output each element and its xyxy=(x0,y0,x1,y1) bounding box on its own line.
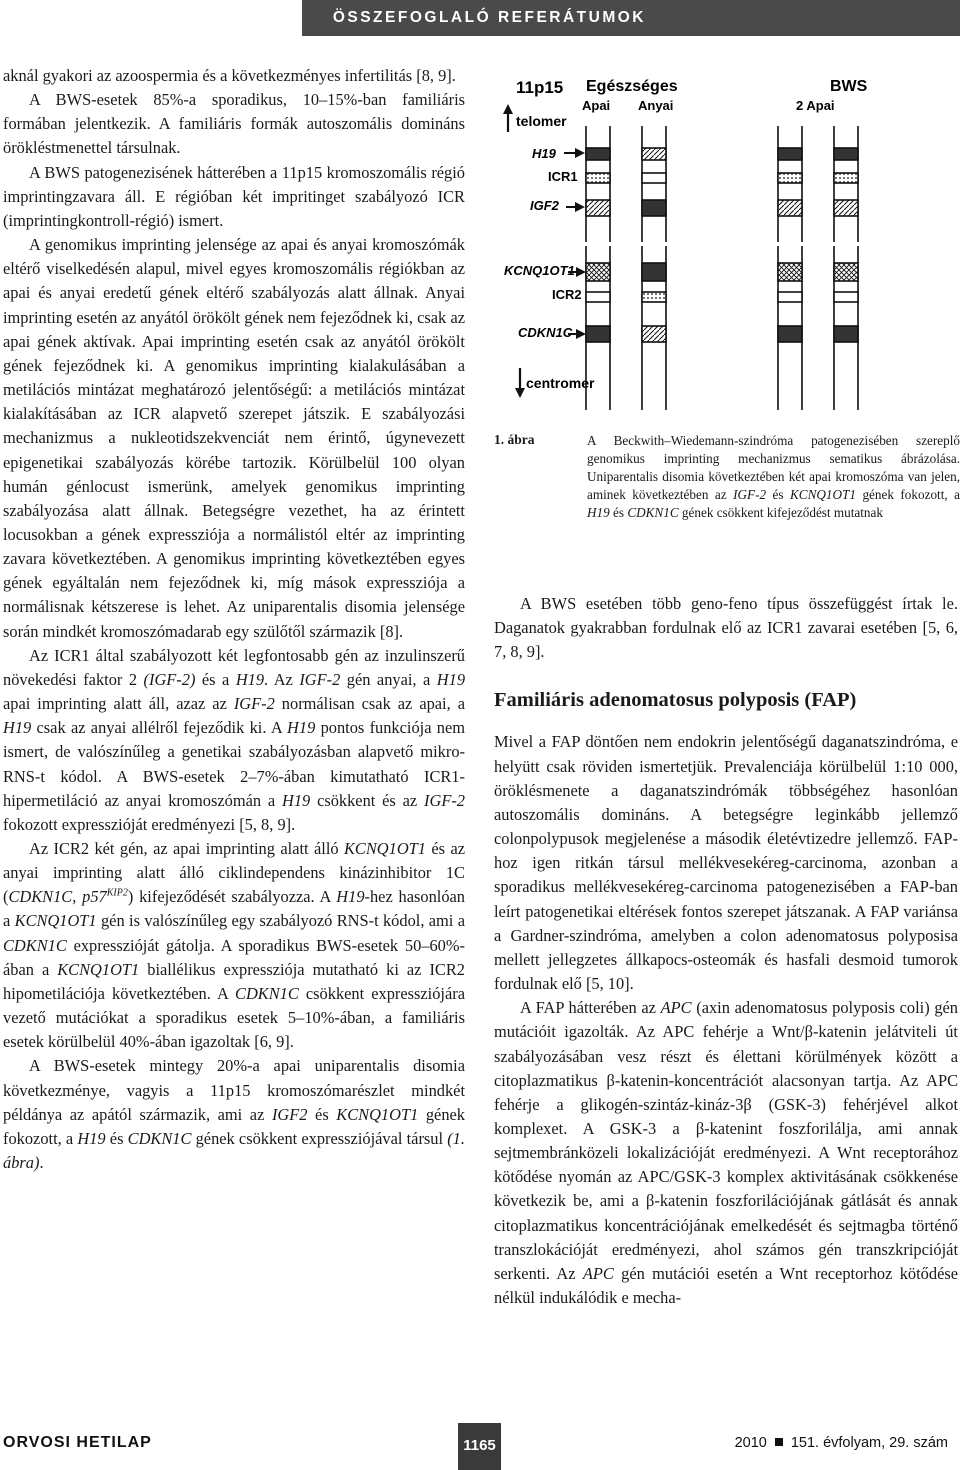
section-heading: Familiáris adenomatosus polyposis (FAP) xyxy=(494,689,857,712)
figure-label: 1. ábra xyxy=(494,432,535,447)
icr1-label: ICR1 xyxy=(548,169,578,184)
healthy-label: Egészséges xyxy=(586,78,678,95)
page-number-box xyxy=(458,1423,501,1470)
telomer-label: telomer xyxy=(516,113,567,129)
paragraph: aknál gyakori az azoospermia és a következményes infertilitás [8, 9]. xyxy=(3,66,456,85)
volume-issue: 151. évfolyam, 29. szám xyxy=(790,1435,948,1451)
igf2-label: IGF2 xyxy=(530,198,559,213)
year: 2010 xyxy=(734,1435,767,1451)
paragraph: A genomikus imprinting jelensége az apai és anyai kromoszómák eltérő viselkedésén alapul, mivel egyes kromoszomális régiókban az apai és anyai eredetű gének eltérő szabályozás alatt állnak. Anyai imprinting esetén az anyától örökölt gének nem fejeződnek ki, csak az apai gének aktívak. Apai imprinting esetén csak az anyától örökölt gének fejeződnek ki. A genomikus imprinting kialakulásában a metilációs mintázat meghatározó jelentőségű: a metilációs mintázat kialakításában az ICR alapvető szerepet játszik. E szabályozási mechanizmus a nukleotidszekvenciát nem érintő, úgynevezett epigenetikai szabályozás körébe tartozik. Körülbelül 100 olyan humán génlocust ismerünk, amelyek genomikus imprinting szabályozása alatt állnak. Betegségre vezethet, ha az érintett locusokban a gének expressziója a normálistól eltér az imprinting zavara következtében. A genomikus imprinting következtében egyes gének egyáltalán nem fejeződnek ki, míg mások expressziója a normálisnak kétszerese is lehet. Az uniparentalis disomia jelensége során mindkét kromoszómadarab egy szülőtől származik [8]. xyxy=(3,235,465,641)
col-2apai-label: 2 Apai xyxy=(796,98,835,113)
paragraph: A BWS esetében több geno-feno típus összefüggést írtak le. Daganatok gyakrabban fordulnak elő az ICR1 zavarai esetében [5, 6, 7, 8, 9]. xyxy=(494,594,958,662)
section-header-band xyxy=(302,0,960,36)
centromer-label: centromer xyxy=(526,375,595,391)
chromosome-bws-paternal-1 xyxy=(778,126,802,410)
paragraph: Az ICR1 által szabályozott két legfontosabb gén az inzulinszerű növekedési faktor 2 (IGF-2) és a H19. Az IGF-2 gén anyai, a H19 apai imprinting alatt áll, azaz az IGF-2 normálisan csak az apai, a H19 csak az anyai allélről fejeződik ki. A H19 pontos funkciója nem ismert, de valószínűleg a genetikai szabályozásban alapvető mikro-RNS-t kódol. A BWS-esetek 2–7%-ában kimutatható ICR1-hipermetiláció az anyai kromoszómán a H19 csökkent és az IGF-2 fokozott expresszióját eredményezi [5, 8, 9]. xyxy=(3,645,466,834)
paragraph: A FAP hátterében az APC (axin adenomatosus polyposis coli) gén mutációit igazolták. Az APC fehérje a Wnt/β-katenin jelátviteli út szabályozásában vesz részt és élettani körülmények között a citoplazmatikus β-katenin-koncentrációt alacsonyan tartja. Az APC fehérje a glikogén-szintáz-kináz-3β (GSK-3) fehérjével alkot komplexet. A GSK-3 a β-katenint foszforilálja, ami annak sejtmembránközeli lokalizációját eredményezi. A Wnt receptorához kötődése nyomán az APC/GSK-3 komplex aktivitásának csökkenése következik be, ami a β-katenin foszforilációjának gátlását és annak citoplazmatikus koncentrációjának emelkedését és sejtmagba történő transzlokációját eredményezi, ahol számos gén transzkripcióját serkenti. Az APC gén mutációi esetén a Wnt receptorhoz kötődése nélkül indukálódik e mecha- xyxy=(494,998,958,1308)
section-title: ÖSSZEFOGLALÓ REFERÁTUMOK xyxy=(332,9,646,26)
chromosome-healthy-maternal xyxy=(642,126,666,410)
paragraph: A BWS-esetek mintegy 20%-a apai uniparentalis disomia következménye, vagyis a 11p15 kromoszómarészlet mindkét példánya az apától származik, ami az IGF2 és KCNQ1OT1 gének fokozott, a H19 és CDKN1C gének csökkent expressziójával társul (1. ábra). xyxy=(3,1056,465,1173)
paragraph: Mivel a FAP döntően nem endokrin jelentőségű daganatszindróma, e helyütt csak röviden ismertetjük. Prevalenciája körülbelül 1:10 000, öröklésmenete a daganatszindrómák többségéhez hasonlóan autoszomális domináns. A betegségre leginkább jellemző colonpolypusok megjelenése a második életévtizedre jellemző. FAP-hoz igen ritkán társul mellékvesekéreg-carcinoma, azonban a sporadikus mellékvesekéreg-carcinoma patogenezisében a FAP-ban leírt patogenetikai eltérések fontos szerepet játszanak. A FAP variánsa a Gardner-szindróma, amelyben a colon adenomatosus polyposisa mellett jellegzetes állkapocs-osteomák és hasfali desmoid tumorok fordulnak elő [5, 10]. xyxy=(494,732,958,994)
bws-label: BWS xyxy=(830,78,868,95)
right-column xyxy=(494,592,958,1310)
issue-info xyxy=(735,1435,948,1451)
paragraph: A BWS-esetek 85%-a sporadikus, 10–15%-ban familiáris formában jelentkezik. A familiáris formák autoszomális domináns örökléstmenettel társulnak. xyxy=(3,90,465,158)
cdkn1c-label: CDKN1C xyxy=(518,325,573,340)
journal-name: ORVOSI HETILAP xyxy=(3,1434,152,1451)
col-anyai-label: Anyai xyxy=(638,98,674,113)
kcnq1ot1-label: KCNQ1OT1 xyxy=(504,263,575,278)
chromosome-bws-paternal-2 xyxy=(834,126,858,410)
figure-1 xyxy=(494,60,960,430)
chromosome-healthy-paternal xyxy=(586,126,610,410)
region-label: 11p15 xyxy=(516,78,564,97)
icr2-label: ICR2 xyxy=(552,287,582,302)
paragraph: A BWS patogenezisének hátterében a 11p15 kromoszomális régió imprintingzavara áll. E régióban két impritinget szabályozó ICR (imprintingkontroll-régió) ismert. xyxy=(3,162,465,230)
paragraph: Az ICR2 két gén, az apai imprinting alatt álló KCNQ1OT1 és az anyai imprinting alatt álló ciklindependens kinázinhibitor 1C (CDKN1C, $p57^{KIP2}$) kifejeződését szabályozza. A H19-hez hasonlóan a KCNQ1OT1 gén is valószínűleg egy szabályozó RNS-t kódol, ami a CDKN1C expresszióját gátolja. A sporadikus BWS-esetek 50–60%-ában a KCNQ1OT1 biallélikus expressziója mutatható ki az ICR2 hipometilációja következtében. A CDKN1C csökkent expressziójára vezető mutációkat a sporadikus esetek 5–10%-ában, a familiáris esetek körülbelül 40%-ában igazoltak [6, 9]. xyxy=(3,839,466,1052)
page-footer xyxy=(0,1423,960,1470)
h19-label: H19 xyxy=(532,146,556,161)
square-separator-icon xyxy=(775,1438,783,1446)
col-apai-label: Apai xyxy=(582,98,611,113)
figure-caption-text: A Beckwith–Wiedemann-szindróma patogenezisében szereplő genomikus imprinting mechanizmus sematikus ábrázolása. Uniparentalis disomia következtében két apai kromoszóma van jelen, aminek következtében az IGF-2 és KCNQ1OT1 gének fokozott, a H19 és CDKN1C gének csökkent kifejeződést mutatnak xyxy=(587,433,960,520)
left-column xyxy=(3,64,465,1175)
page-number: 1165 xyxy=(463,1437,496,1454)
